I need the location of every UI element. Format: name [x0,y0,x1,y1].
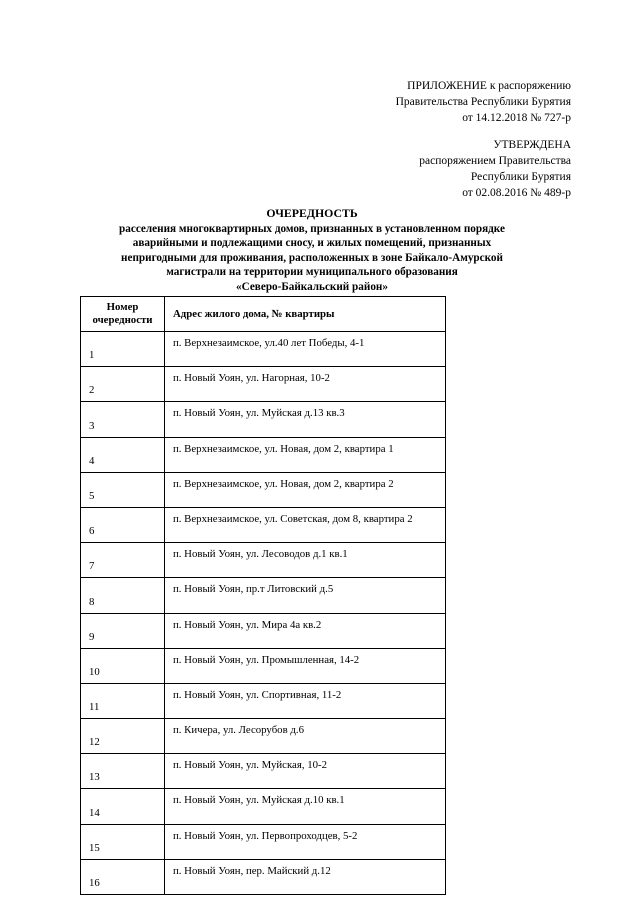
table-row [81,613,446,648]
row-number: 1 [81,332,165,367]
table-row [81,719,446,754]
row-number: 6 [81,507,165,542]
approval-header [419,137,571,201]
row-number: 3 [81,402,165,437]
row-address: п. Новый Уоян, ул. Спортивная, 11-2 [165,683,446,718]
row-address: п. Кичера, ул. Лесорубов д.6 [165,719,446,754]
row-address: п. Новый Уоян, ул. Лесоводов д.1 кв.1 [165,543,446,578]
table-row [81,367,446,402]
table-row [81,648,446,683]
row-address: п. Новый Уоян, ул. Муйская д.10 кв.1 [165,789,446,824]
table-row [81,437,446,472]
row-number: 16 [81,859,165,894]
title-line-1: расселения многоквартирных домов, признанных в установленном порядке [119,222,505,235]
approval-line-4: от 02.08.2016 № 489-р [462,187,571,199]
row-address: п. Верхнезаимское, ул.40 лет Победы, 4-1 [165,332,446,367]
row-address: п. Новый Уоян, ул. Муйская, 10-2 [165,754,446,789]
row-address: п. Верхнезаимское, ул. Советская, дом 8, квартира 2 [165,507,446,542]
header-number [81,297,165,332]
appendix-line-1: ПРИЛОЖЕНИЕ к распоряжению [407,80,571,92]
table-row [81,332,446,367]
title-line-3: непригодными для проживания, расположенных в зоне Байкало-Амурской [121,251,503,264]
table-row [81,472,446,507]
appendix-line-2: Правительства Республики Бурятия [395,96,571,108]
table-row [81,402,446,437]
row-number: 9 [81,613,165,648]
approval-line-2: распоряжением Правительства [419,155,571,167]
row-address: п. Верхнезаимское, ул. Новая, дом 2, квартира 1 [165,437,446,472]
header-address: Адрес жилого дома, № квартиры [165,297,446,332]
title-line-2: аварийными и подлежащими сносу, и жилых помещений, признанных [132,237,492,250]
row-address: п. Новый Уоян, ул. Первопроходцев, 5-2 [165,824,446,859]
row-number: 15 [81,824,165,859]
title-line-4: магистрали на территории муниципального образования [166,266,458,279]
row-address: п. Новый Уоян, ул. Промышленная, 14-2 [165,648,446,683]
table-row [81,578,446,613]
approval-line-3: Республики Бурятия [470,171,571,183]
title-heading: ОЧЕРЕДНОСТЬ [266,206,358,220]
appendix-header [396,78,571,126]
row-number: 5 [81,472,165,507]
row-number: 7 [81,543,165,578]
row-address: п. Новый Уоян, ул. Нагорная, 10-2 [165,367,446,402]
row-address: п. Новый Уоян, ул. Мира 4а кв.2 [165,613,446,648]
approval-line-1: УТВЕРЖДЕНА [493,139,571,151]
header-number-line-1: Номер [106,301,139,313]
table-header-row [81,297,446,332]
row-number: 4 [81,437,165,472]
header-number-line-2: очередности [92,314,153,326]
table-row [81,683,446,718]
table-row [81,824,446,859]
row-number: 8 [81,578,165,613]
row-number: 10 [81,648,165,683]
row-number: 12 [81,719,165,754]
table-row [81,543,446,578]
table-row [81,507,446,542]
appendix-line-3: от 14.12.2018 № 727-р [462,112,571,124]
row-number: 13 [81,754,165,789]
document-title [92,206,532,295]
row-address: п. Верхнезаимское, ул. Новая, дом 2, квартира 2 [165,472,446,507]
table-row [81,789,446,824]
row-address: п. Новый Уоян, пр.т Литовский д.5 [165,578,446,613]
table-row [81,859,446,894]
row-address: п. Новый Уоян, пер. Майский д.12 [165,859,446,894]
row-number: 11 [81,683,165,718]
title-line-5: «Северо-Байкальский район» [236,280,388,293]
queue-table [80,296,446,895]
row-number: 2 [81,367,165,402]
table-row [81,754,446,789]
row-address: п. Новый Уоян, ул. Муйская д.13 кв.3 [165,402,446,437]
row-number: 14 [81,789,165,824]
